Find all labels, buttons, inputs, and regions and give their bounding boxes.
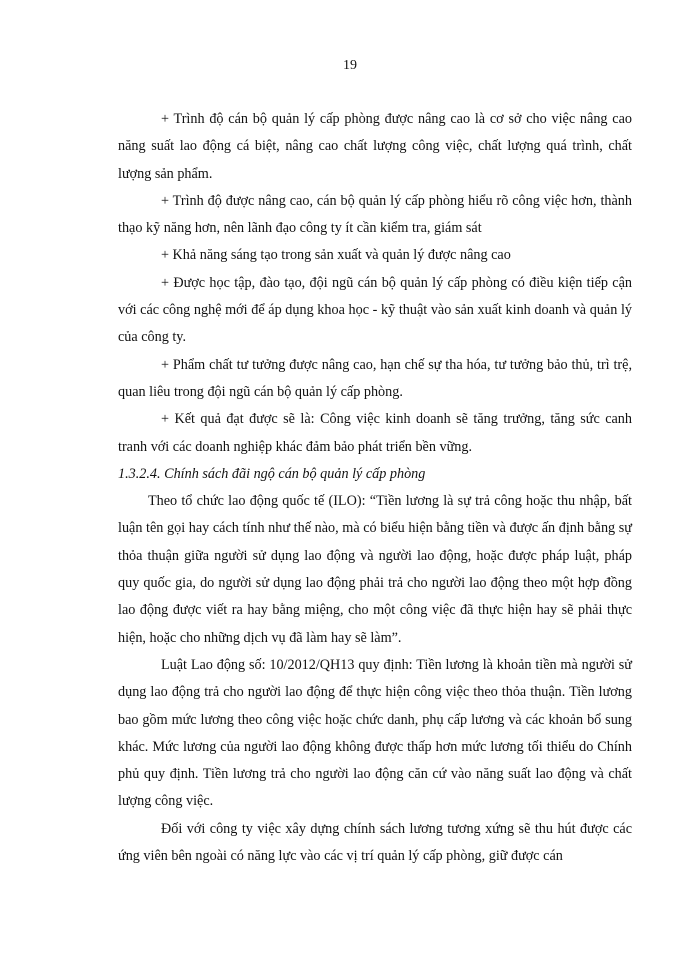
body-paragraph-company-policy: Đối với công ty việc xây dựng chính sách lương tương xứng sẽ thu hút được các ứng viên bên ngoài có năng lực vào các vị trí quản lý cấp phòng, giữ được cán	[118, 820, 632, 865]
bullet-paragraph-2: + Trình độ được nâng cao, cán bộ quản lý cấp phòng hiểu rõ công việc hơn, thành thạo kỹ năng hơn, nên lãnh đạo công ty ít cần kiểm tra, giám sát	[118, 192, 632, 237]
body-paragraph-ilo: Theo tổ chức lao động quốc tế (ILO): “Tiền lương là sự trả công hoặc thu nhập, bất luận tên gọi hay cách tính như thế nào, mà có biểu hiện bằng tiền và được ấn định bằng sự thỏa thuận giữa người sử dụng lao động và người lao động, hoặc được pháp luật, pháp quy quốc gia, do người sử dụng lao động phải trả cho người lao động theo một hợp đồng lao động được viết ra hay bằng miệng, cho một công việc đã thực hiện hay sẽ phải thực hiện, hoặc cho những dịch vụ đã làm hay sẽ làm”.	[118, 493, 632, 646]
section-heading: 1.3.2.4. Chính sách đãi ngộ cán bộ quản lý cấp phòng	[118, 465, 426, 482]
bullet-paragraph-5: + Phẩm chất tư tưởng được nâng cao, hạn chế sự tha hóa, tư tưởng bảo thủ, trì trệ, quan liêu trong đội ngũ cán bộ quản lý cấp phòng.	[118, 356, 632, 400]
bullet-paragraph-1: + Trình độ cán bộ quản lý cấp phòng được nâng cao là cơ sở cho việc nâng cao năng suất lao động cá biệt, nâng cao chất lượng công việc, chất lượng quá trình, chất lượng sản phẩm.	[118, 111, 632, 182]
bullet-paragraph-6: + Kết quả đạt được sẽ là: Công việc kinh doanh sẽ tăng trưởng, tăng sức canh tranh với các doanh nghiệp khác đảm bảo phát triển bền vững.	[118, 411, 632, 455]
bullet-paragraph-4: + Được học tập, đào tạo, đội ngũ cán bộ quản lý cấp phòng có điều kiện tiếp cận với các công nghệ mới để áp dụng khoa học - kỹ thuật vào sản xuất kinh doanh và quản lý của công ty.	[118, 274, 632, 346]
body-paragraph-labor-law: Luật Lao động số: 10/2012/QH13 quy định: Tiền lương là khoản tiền mà người sử dụng lao động trả cho người lao động để thực hiện công việc theo thỏa thuận. Tiền lương bao gồm mức lương theo công việc hoặc chức danh, phụ cấp lương và các khoản bổ sung khác. Mức lương của người lao động không được thấp hơn mức lương tối thiểu do Chính phủ quy định. Tiền lương trả cho người lao động căn cứ vào năng suất lao động và chất lượng công việc.	[118, 656, 632, 810]
bullet-paragraph-3: + Khả năng sáng tạo trong sản xuất và quản lý được nâng cao	[161, 247, 511, 264]
page-content	[118, 106, 632, 870]
page-number: 19	[343, 58, 357, 73]
